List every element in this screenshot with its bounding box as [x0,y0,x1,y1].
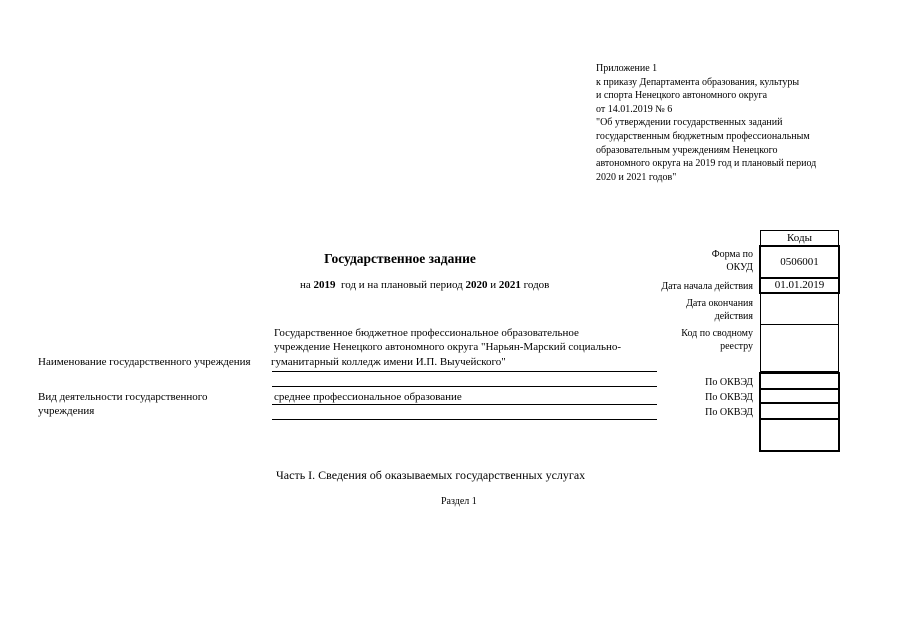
registry-label-line: реестру [720,341,753,352]
appendix-line: образовательным учреждениям Ненецкого [596,144,778,156]
appendix-block [596,62,816,184]
okud-label [712,248,753,274]
codes-header: Коды [760,230,839,245]
year-plan-1: 2020 [465,279,488,291]
appendix-line: от 14.01.2019 № 6 [596,103,673,115]
activity-label [38,391,208,418]
institution-name-line: гуманитарный колледж имени И.П. Выучейского" [271,356,506,368]
appendix-line: Приложение 1 [596,63,658,74]
appendix-line: к приказу Департамента образования, культуры [596,76,800,88]
institution-name-line: учреждение Ненецкого автономного округа "Нарьян-Марский социально- [274,340,622,353]
end-date-cell [760,294,839,325]
subtitle-prefix: на [300,279,311,291]
subtitle-suffix: годов [523,279,550,291]
blank-underline [272,419,657,420]
okved-code-cell [759,404,840,420]
blank-underline [272,386,657,387]
institution-underline [272,371,657,372]
activity-value: среднее профессиональное образование [274,391,462,403]
document-title: Государственное задание [324,251,476,266]
document-subtitle [300,279,549,291]
appendix-line: автономного округа на 2019 год и плановый период [596,158,817,170]
end-date-label-line: действия [714,311,753,322]
okved-label-2: По ОКВЭД [705,392,753,403]
end-date-label-line: Дата окончания [686,298,753,309]
registry-code-cell [760,325,839,372]
subtitle-mid: год и на плановый период [341,279,463,291]
start-date-label: Дата начала действия [661,281,753,292]
registry-label-line: Код по сводному [681,328,753,339]
registry-label [681,327,753,353]
year-current: 2019 [313,279,336,291]
section-title: Раздел 1 [441,496,477,507]
okved-label-3: По ОКВЭД [705,407,753,418]
appendix-line: 2020 и 2021 годов" [596,171,677,183]
end-date-label [686,297,753,323]
appendix-line: государственным бюджетным профессиональным [596,130,810,142]
subtitle-and: и [490,279,497,291]
institution-name-line: Государственное бюджетное профессиональное образовательное [274,327,579,339]
okud-code-cell: 0506001 [759,245,840,279]
institution-label: Наименование государственного учреждения [38,356,251,368]
appendix-line: "Об утверждении государственных заданий [596,117,783,129]
okved-code-cell [759,388,840,404]
year-plan-2: 2021 [498,279,521,291]
part-title: Часть I. Сведения об оказываемых государственных услугах [276,468,586,482]
activity-label-line: учреждения [38,404,95,417]
activity-underline [272,404,657,405]
institution-name [274,327,621,354]
start-date-cell: 01.01.2019 [759,278,840,294]
activity-label-line: Вид деятельности государственного [38,391,208,403]
extra-code-cell [759,420,840,452]
okud-label-line: ОКУД [726,262,753,273]
appendix-line: и спорта Ненецкого автономного округа [596,90,768,102]
okud-label-line: Форма по [711,249,753,260]
okved-label-1: По ОКВЭД [705,377,753,388]
